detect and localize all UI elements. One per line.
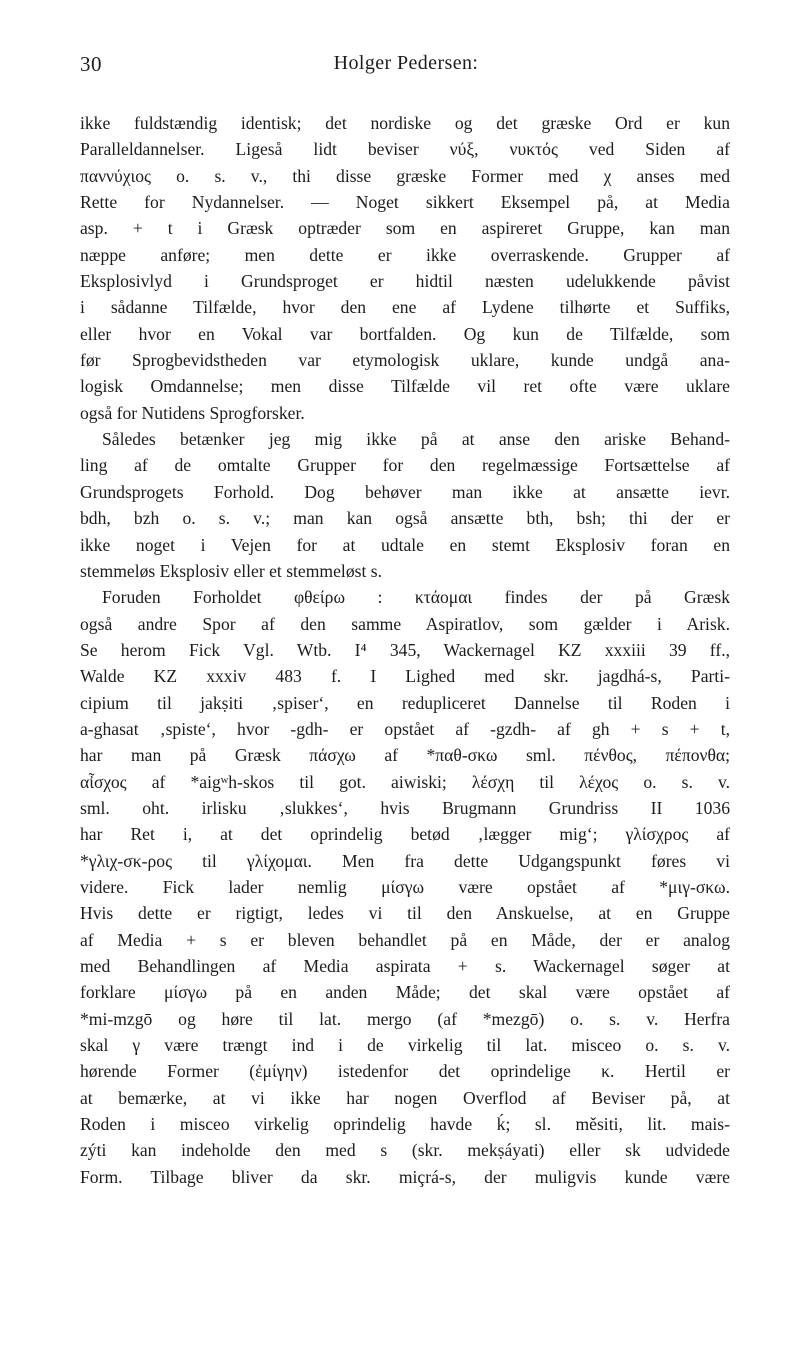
text-line: har man på Græsk πάσχω af *παθ-σκω sml. πένθος, πέπονθα; [80, 745, 730, 766]
text-line: sml. oht. irlisku ‚slukkes‘, hvis Brugmann Grundriss II 1036 [80, 797, 730, 818]
text-line: Hvis dette er rigtigt, ledes vi til den Anskuelse, at en Gruppe [80, 903, 730, 924]
text-line: har Ret i, at det oprindelig betød ‚lægger mig‘; γλίσχρος af [80, 824, 730, 845]
text-line: hørende Former (ἐμίγην) istedenfor det oprindelige κ. Hertil er [80, 1061, 730, 1082]
text-line: *mi-mzgō og høre til lat. mergo (af *mezgō) o. s. v. Herfra [80, 1008, 730, 1029]
text-line: forklare μίσγω på en anden Måde; det skal være opstået af [80, 982, 730, 1003]
text-line: at bemærke, at vi ikke har nogen Overflod af Beviser på, at [80, 1087, 730, 1108]
text-line: bdh, bzh o. s. v.; man kan også ansætte bth, bsh; thi der er [80, 508, 730, 529]
text-line: Rette for Nydannelser. — Noget sikkert Eksempel på, at Media [80, 192, 730, 213]
text-line: logisk Omdannelse; men disse Tilfælde vil ret ofte være uklare [80, 376, 730, 397]
text-line: af Media + s er bleven behandlet på en Måde, der er analog [80, 929, 730, 950]
text-line: Foruden Forholdet φθείρω : κτάομαι findes der på Græsk [102, 587, 730, 608]
text-line: zýti kan indeholde den med s (skr. mekṣáyati) eller sk udvidede [80, 1140, 730, 1161]
text-line: før Sprogbevidstheden var etymologisk uklare, kunde undgå ana- [80, 350, 730, 371]
text-line: Se herom Fick Vgl. Wtb. I⁴ 345, Wackernagel KZ xxxiii 39 ff., [80, 639, 730, 660]
text-line: ling af de omtalte Grupper for den regelmæssige Fortsættelse af [80, 455, 730, 476]
text-line: skal γ være trængt ind i de virkelig til lat. misceo o. s. v. [80, 1035, 730, 1056]
page-number: 30 [80, 52, 102, 76]
body-text [80, 110, 730, 1190]
text-line: stemmeløs Eksplosiv eller et stemmeløst s. [80, 560, 382, 581]
text-line: παννύχιος o. s. v., thi disse græske Former med χ anses med [80, 165, 730, 186]
text-line: Roden i misceo virkelig oprindelig havde ḱ; sl. měsiti, lit. mais- [80, 1114, 730, 1135]
running-title: Holger Pedersen: [333, 52, 479, 74]
text-line: Grundsprogets Forhold. Dog behøver man ikke at ansætte ievr. [80, 481, 730, 502]
text-line: Således betænker jeg mig ikke på at anse den ariske Behand- [102, 429, 730, 450]
running-head [80, 52, 732, 82]
text-line: ikke fuldstændig identisk; det nordiske og det græske Ord er kun [80, 113, 730, 133]
text-line: med Behandlingen af Media aspirata + s. Wackernagel søger at [80, 956, 730, 976]
text-line: cipium til jakṣiti ‚spiser‘, en redupliceret Dannelse til Roden i [80, 692, 730, 713]
text-line: a-ghasat ‚spiste‘, hvor -gdh- er opstået af -gzdh- af gh + s + t, [80, 718, 730, 739]
text-line: Form. Tilbage bliver da skr. miçrá-s, der muligvis kunde være [80, 1166, 730, 1187]
text-line: asp. + t i Græsk optræder som en aspireret Gruppe, kan man [80, 218, 730, 239]
text-line: Eksplosivlyd i Grundsproget er hidtil næsten udelukkende påvist [80, 271, 730, 292]
text-line: *γλιχ-σκ-ρος til γλίχομαι. Men fra dette Udgangspunkt føres vi [80, 850, 730, 871]
text-line: Walde KZ xxxiv 483 f. I Lighed med skr. jagdhá-s, Parti- [80, 666, 730, 687]
text-line: næppe anføre; men dette er ikke overraskende. Grupper af [80, 244, 730, 265]
text-line: i sådanne Tilfælde, hvor den ene af Lydene tilhørte et Suffiks, [80, 297, 730, 318]
text-line: eller hvor en Vokal var bortfalden. Og kun de Tilfælde, som [80, 323, 730, 344]
text-line: ikke noget i Vejen for at udtale en stemt Eksplosiv foran en [80, 534, 730, 555]
text-line: Paralleldannelser. Ligeså lidt beviser νύξ, νυκτός ved Siden af [80, 139, 730, 160]
text-line: også for Nutidens Sprogforsker. [80, 402, 305, 423]
text-line: videre. Fick lader nemlig μίσγω være opstået af *μιγ-σκω. [80, 876, 730, 897]
text-line: også andre Spor af den samme Aspiratlov, som gælder i Arisk. [80, 613, 730, 634]
text-line: αἶσχος af *aigʷh-skos til got. aiwiski; λέσχη til λέχος o. s. v. [80, 771, 730, 792]
